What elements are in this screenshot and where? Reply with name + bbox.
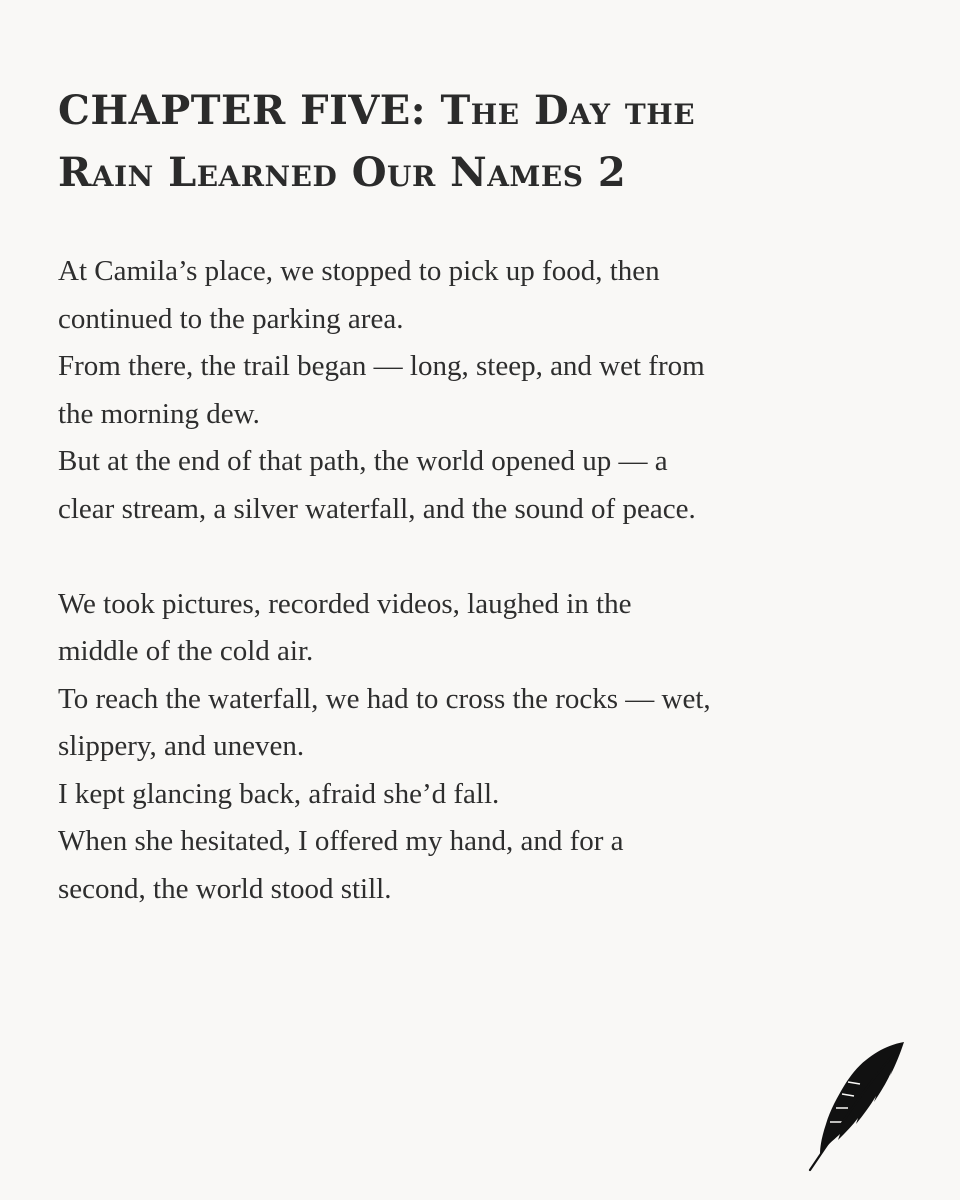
feather-quill-icon: [800, 1036, 910, 1176]
paragraph-gap: [58, 533, 918, 581]
chapter-title: [58, 80, 878, 204]
story-line: When she hesitated, I offered my hand, and for a: [58, 825, 624, 857]
story-line: To reach the waterfall, we had to cross the rocks — wet,: [58, 682, 711, 715]
story-line: At Camila’s place, we stopped to pick up food, then: [58, 255, 660, 287]
story-text: [58, 248, 918, 913]
story-line: We took pictures, recorded videos, laughed in the: [58, 587, 632, 620]
story-line: continued to the parking area.: [58, 302, 404, 335]
story-line: middle of the cold air.: [58, 635, 314, 667]
paragraph-1: [58, 248, 918, 533]
story-line: clear stream, a silver waterfall, and the sound of peace.: [58, 492, 696, 525]
paragraph-2: [58, 581, 918, 914]
chapter-title-label: CHAPTER FIVE:: [58, 87, 441, 134]
story-line: From there, the trail began — long, steep, and wet from: [58, 350, 705, 382]
story-line: the morning dew.: [58, 397, 260, 430]
story-line: I kept glancing back, afraid she’d fall.: [58, 777, 500, 810]
chapter-title-name-line2: Rain Learned Our Names 2: [58, 149, 627, 196]
story-line: But at the end of that path, the world opened up — a: [58, 445, 668, 477]
story-line: second, the world stood still.: [58, 872, 392, 905]
chapter-title-name-line1: The Day the: [440, 87, 696, 134]
story-line: slippery, and uneven.: [58, 730, 305, 762]
